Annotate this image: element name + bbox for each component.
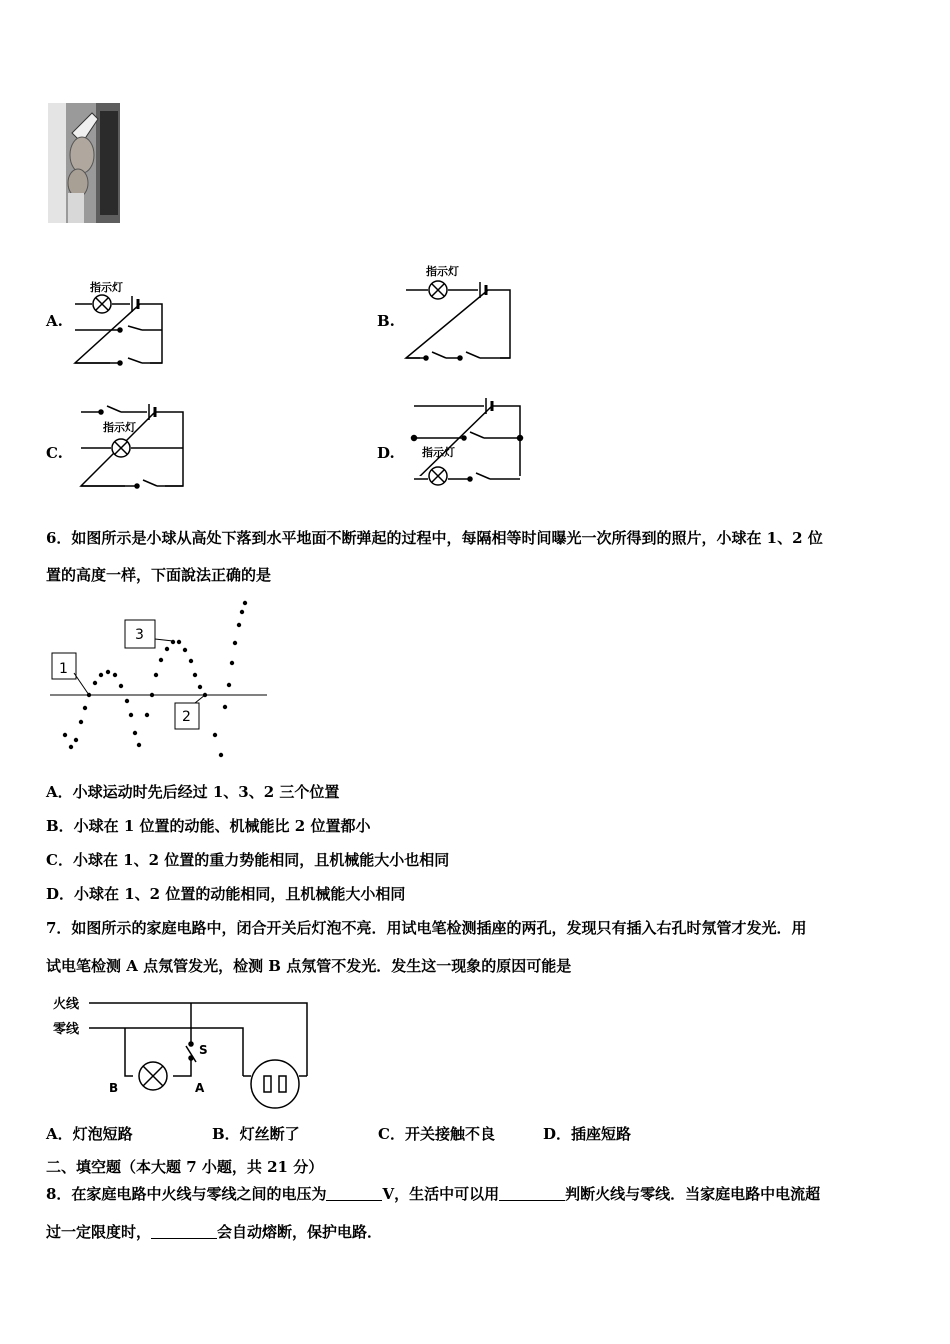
bouncing-ball-figure	[45, 595, 275, 760]
q8-line2-part2: 会自动熔断，保护电路．	[217, 1223, 383, 1241]
q6-option-a: A．小球运动时先后经过 1、3、2 三个位置	[46, 783, 340, 801]
q7-option-c: C．开关接触不良	[378, 1125, 495, 1143]
q6-option-d: D．小球在 1、2 位置的动能相同，且机械能大小相同	[46, 885, 406, 903]
q8-line1-part1: 8．在家庭电路中火线与零线之间的电压为	[46, 1185, 327, 1203]
circuit-d	[408, 394, 528, 489]
position-label-2: 2	[182, 709, 191, 725]
q8-line1-part3: 判断火线与零线．当家庭电路中电流超	[565, 1185, 821, 1203]
q6-stem-line2: 置的高度一样，下面說法正确的是	[46, 566, 272, 584]
q6-option-c: C．小球在 1、2 位置的重力势能相同，且机械能大小也相同	[46, 851, 450, 869]
lamp-label-c: 指示灯	[103, 421, 136, 434]
q8-line1-part2: V，生活中可以用	[382, 1185, 500, 1203]
q7-option-a: A．灯泡短路	[46, 1125, 133, 1143]
q8-blank-voltage[interactable]	[326, 1186, 382, 1201]
option-c-letter: C.	[46, 444, 63, 462]
q8-line2	[46, 1224, 382, 1240]
section2-heading: 二、填空题（本大题 7 小题，共 21 分）	[46, 1158, 324, 1176]
option-a-letter: A.	[46, 312, 63, 330]
q8-line2-part1: 过一定限度时，	[46, 1223, 152, 1241]
q7-option-d: D．插座短路	[543, 1125, 632, 1143]
point-a-label: A	[195, 1081, 205, 1095]
option-b-letter: B.	[377, 312, 395, 330]
switch-label: S	[199, 1043, 208, 1057]
lamp-label-b: 指示灯	[426, 265, 459, 278]
circuit-c	[75, 400, 190, 490]
position-label-1: 1	[59, 661, 68, 677]
neutral-wire-label: 零线	[53, 1022, 80, 1037]
test-pen-photo	[48, 103, 120, 223]
live-wire-label: 火线	[53, 997, 80, 1012]
q7-stem-line1: 7．如图所示的家庭电路中，闭合开关后灯泡不亮．用试电笔检测插座的两孔，发现只有插入右孔时氖管才发光．用	[46, 919, 807, 937]
q8-blank-fuse[interactable]	[151, 1224, 217, 1239]
q8-line1	[46, 1186, 820, 1202]
q7-option-b: B．灯丝断了	[212, 1125, 300, 1143]
q6-option-b: B．小球在 1 位置的动能、机械能比 2 位置都小	[46, 817, 371, 835]
option-d-letter: D.	[377, 444, 395, 462]
household-circuit-figure	[45, 992, 315, 1112]
q6-stem-line1: 6．如图所示是小球从高处下落到水平地面不断弹起的过程中，每隔相等时间曝光一次所得到的照片，小球在 1、2 位	[46, 529, 823, 547]
point-b-label: B	[109, 1081, 119, 1095]
lamp-label-a: 指示灯	[90, 281, 123, 294]
q7-stem-line2: 试电笔检测 A 点氖管发光，检测 B 点氖管不发光．发生这一现象的原因可能是	[46, 957, 572, 975]
position-label-3: 3	[135, 627, 144, 643]
circuit-b	[400, 262, 520, 362]
lamp-label-d: 指示灯	[422, 446, 455, 459]
circuit-a	[70, 278, 170, 368]
q8-blank-tester[interactable]	[499, 1186, 565, 1201]
